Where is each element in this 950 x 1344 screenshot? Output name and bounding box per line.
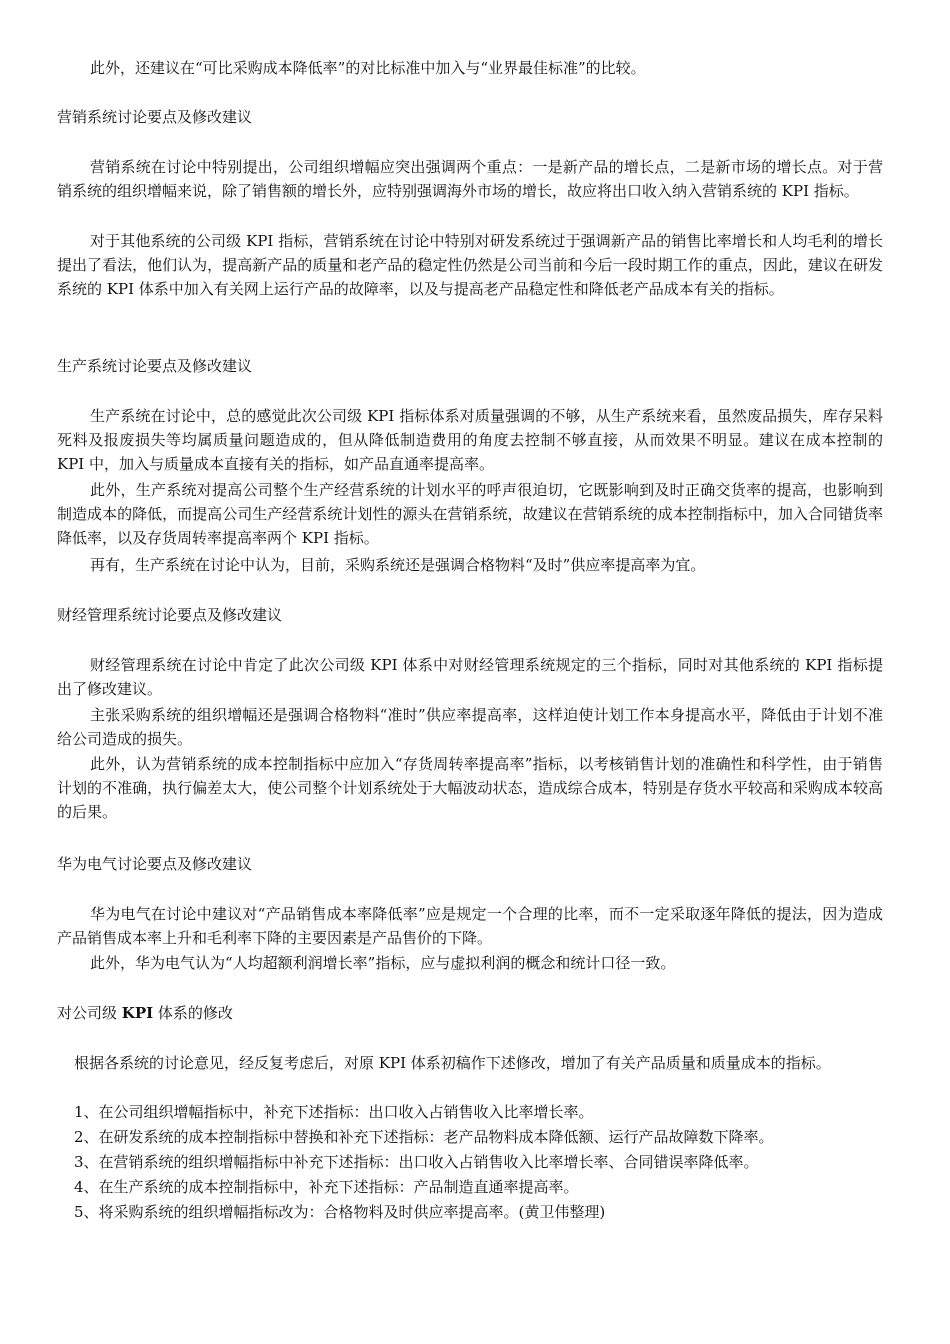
- production-paragraph-3: 再有，生产系统在讨论中认为，目前，采购系统还是强调合格物料“及时”供应率提高率为宜。: [90, 556, 706, 574]
- revision-list-item: 3、在营销系统的组织增幅指标中补充下述指标：出口收入占销售收入比率增长率、合同错误率降低率。: [74, 1153, 759, 1171]
- intro-paragraph: 此外，还建议在“可比采购成本降低率”的对比标准中加入与“业界最佳标准”的比较。: [90, 59, 646, 77]
- production-heading: 生产系统讨论要点及修改建议: [57, 357, 253, 375]
- revision-list-item: 4、在生产系统的成本控制指标中，补充下述指标：产品制造直通率提高率。: [74, 1178, 579, 1196]
- revision-heading-kpi: KPI: [121, 1004, 154, 1022]
- revision-heading-post: 体系的修改: [153, 1004, 233, 1022]
- finance-paragraph-2: 主张采购系统的组织增幅还是强调合格物料“准时”供应率提高率，这样迫使计划工作本身提高水平，降低由于计划不准给公司造成的损失。: [57, 706, 883, 748]
- finance-heading: 财经管理系统讨论要点及修改建议: [57, 606, 283, 624]
- huawei-heading: 华为电气讨论要点及修改建议: [57, 855, 253, 873]
- revision-paragraph: 根据各系统的讨论意见，经反复考虑后，对原 KPI 体系初稿作下述修改，增加了有关产品质量和质量成本的指标。: [74, 1054, 831, 1072]
- marketing-heading: 营销系统讨论要点及修改建议: [57, 108, 253, 126]
- finance-paragraph-1: 财经管理系统在讨论中肯定了此次公司级 KPI 体系中对财经管理系统规定的三个指标，同时对其他系统的 KPI 指标提出了修改建议。: [57, 656, 883, 698]
- revision-heading: [57, 1001, 233, 1025]
- production-paragraph-1: 生产系统在讨论中，总的感觉此次公司级 KPI 指标体系对质量强调的不够，从生产系统来看，虽然废品损失，库存呆料死料及报废损失等均属质量问题造成的，但从降低制造费用的角度去控制不够直接，从而效果不明显。建议在成本控制的 KPI 中，加入与质量成本直接有关的指标，如产品直通率提高率。: [57, 407, 883, 473]
- marketing-paragraph-1: 营销系统在讨论中特别提出，公司组织增幅应突出强调两个重点：一是新产品的增长点，二是新市场的增长点。对于营销系统的组织增幅来说，除了销售额的增长外，应特别强调海外市场的增长，故应将出口收入纳入营销系统的 KPI 指标。: [57, 158, 883, 200]
- revision-list-item: 1、在公司组织增幅指标中，补充下述指标：出口收入占销售收入比率增长率。: [74, 1103, 594, 1121]
- revision-list-item: 2、在研发系统的成本控制指标中替换和补充下述指标：老产品物料成本降低额、运行产品故障数下降率。: [74, 1128, 774, 1146]
- revision-heading-pre: 对公司级: [57, 1004, 122, 1022]
- production-paragraph-2: 此外，生产系统对提高公司整个生产经营系统的计划水平的呼声很迫切，它既影响到及时正确交货率的提高，也影响到制造成本的降低，而提高公司生产经营系统计划性的源头在营销系统，故建议在营销系统的成本控制指标中，加入合同错货率降低率，以及存货周转率提高率两个 KPI 指标。: [57, 481, 883, 547]
- marketing-paragraph-2: 对于其他系统的公司级 KPI 指标，营销系统在讨论中特别对研发系统过于强调新产品的销售比率增长和人均毛利的增长提出了看法，他们认为，提高新产品的质量和老产品的稳定性仍然是公司当前和今后一段时期工作的重点，因此，建议在研发系统的 KPI 体系中加入有关网上运行产品的故障率，以及与提高老产品稳定性和降低老产品成本有关的指标。: [57, 232, 883, 298]
- huawei-paragraph-1: 华为电气在讨论中建议对“产品销售成本率降低率”应是规定一个合理的比率，而不一定采取逐年降低的提法，因为造成产品销售成本率上升和毛利率下降的主要因素是产品售价的下降。: [57, 905, 883, 947]
- revision-list-item: 5、将采购系统的组织增幅指标改为：合格物料及时供应率提高率。(黄卫伟整理): [74, 1203, 606, 1221]
- finance-paragraph-3: 此外，认为营销系统的成本控制指标中应加入“存货周转率提高率”指标，以考核销售计划的准确性和科学性，由于销售计划的不准确，执行偏差太大，使公司整个计划系统处于大幅波动状态，造成综合成本，特别是存货水平较高和采购成本较高的后果。: [57, 755, 883, 821]
- huawei-paragraph-2: 此外，华为电气认为“人均超额利润增长率”指标，应与虚拟利润的概念和统计口径一致。: [90, 954, 676, 972]
